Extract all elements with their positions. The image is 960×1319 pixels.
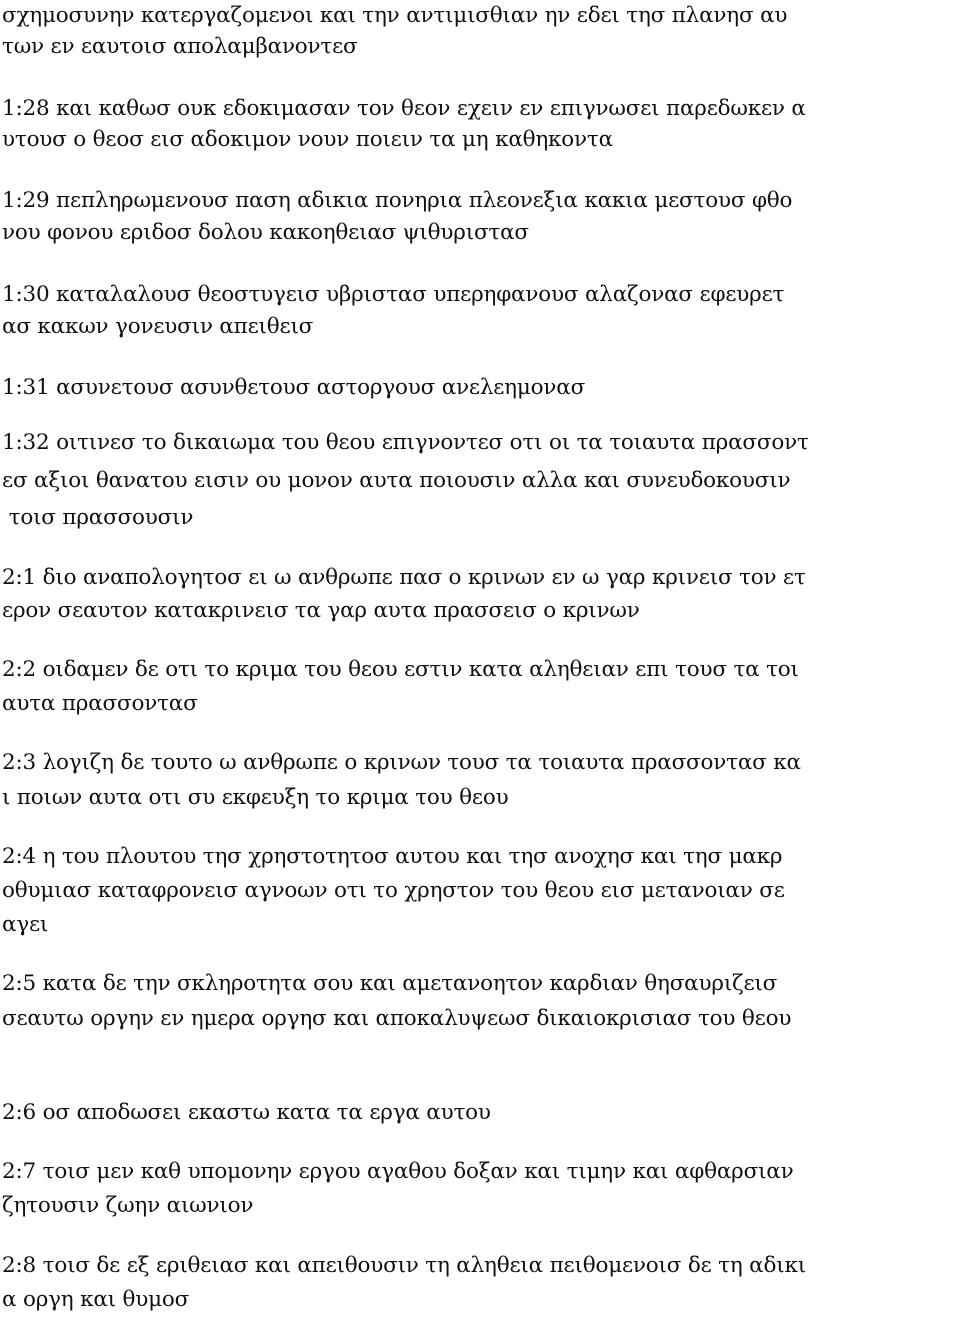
text-line: α οργη και θυμοσ bbox=[2, 1287, 190, 1312]
verse-1-29: 1:29 πεπληρωμενουσ παση αδικια πονηρια πλεονεξια κακια μεστουσ φθο bbox=[2, 188, 793, 213]
text-line: σεαυτω οργην εν ημερα οργησ και αποκαλυψεωσ δικαιοκρισιασ του θεου bbox=[2, 1006, 792, 1031]
text-line: ασ κακων γονευσιν απειθεισ bbox=[2, 314, 314, 339]
text-line: ερον σεαυτον κατακρινεισ τα γαρ αυτα πρασσεισ ο κρινων bbox=[2, 598, 640, 623]
verse-1-30: 1:30 καταλαλουσ θεοστυγεισ υβριστασ υπερηφανουσ αλαζονασ εφευρετ bbox=[2, 282, 785, 307]
text-line: αυτα πρασσοντασ bbox=[2, 691, 198, 716]
text-line: των εν εαυτοισ απολαμβανοντεσ bbox=[2, 34, 358, 59]
text-line: υτουσ ο θεοσ εισ αδοκιμον νουν ποιειν τα μη καθηκοντα bbox=[2, 127, 613, 152]
verse-1-32: 1:32 οιτινεσ το δικαιωμα του θεου επιγνοντεσ οτι οι τα τοιαυτα πρασσοντ bbox=[2, 430, 809, 455]
text-line: νου φονου εριδοσ δολου κακοηθειασ ψιθυριστασ bbox=[2, 220, 529, 245]
verse-2-3: 2:3 λογιζη δε τουτο ω ανθρωπε ο κρινων τουσ τα τοιαυτα πρασσοντασ κα bbox=[2, 750, 801, 775]
verse-2-6: 2:6 οσ αποδωσει εκαστω κατα τα εργα αυτου bbox=[2, 1100, 491, 1125]
text-line: σχημοσυνην κατεργαζομενοι και την αντιμισθιαν ην εδει τησ πλανησ αυ bbox=[2, 3, 788, 28]
verse-2-1: 2:1 διο αναπολογητοσ ει ω ανθρωπε πασ ο κρινων εν ω γαρ κρινεισ τον ετ bbox=[2, 565, 806, 590]
text-line: ι ποιων αυτα οτι συ εκφευξη το κριμα του θεου bbox=[2, 785, 509, 810]
verse-2-8: 2:8 τοισ δε εξ εριθειασ και απειθουσιν τη αληθεια πειθομενοισ δε τη αδικι bbox=[2, 1253, 806, 1278]
text-line: τοισ πρασσουσιν bbox=[2, 505, 194, 530]
text-line: εσ αξιοι θανατου εισιν ου μονον αυτα ποιουσιν αλλα και συνευδοκουσιν bbox=[2, 468, 791, 493]
text-line: αγει bbox=[2, 912, 49, 937]
verse-2-5: 2:5 κατα δε την σκληροτητα σου και αμετανοητον καρδιαν θησαυριζεισ bbox=[2, 971, 778, 996]
verse-2-7: 2:7 τοισ μεν καθ υπομονην εργου αγαθου δοξαν και τιμην και αφθαρσιαν bbox=[2, 1159, 794, 1184]
text-line: ζητουσιν ζωην αιωνιον bbox=[2, 1193, 254, 1218]
verse-2-2: 2:2 οιδαμεν δε οτι το κριμα του θεου εστιν κατα αληθειαν επι τουσ τα τοι bbox=[2, 657, 799, 682]
verse-2-4: 2:4 η του πλουτου τησ χρηστοτητοσ αυτου και τησ ανοχησ και τησ μακρ bbox=[2, 844, 783, 869]
text-line: οθυμιασ καταφρονεισ αγνοων οτι το χρηστον του θεου εισ μετανοιαν σε bbox=[2, 878, 785, 903]
verse-1-31: 1:31 ασυνετουσ ασυνθετουσ αστοργουσ ανελεημονασ bbox=[2, 375, 586, 400]
verse-1-28: 1:28 και καθωσ ουκ εδοκιμασαν τον θεον εχειν εν επιγνωσει παρεδωκεν α bbox=[2, 96, 806, 121]
